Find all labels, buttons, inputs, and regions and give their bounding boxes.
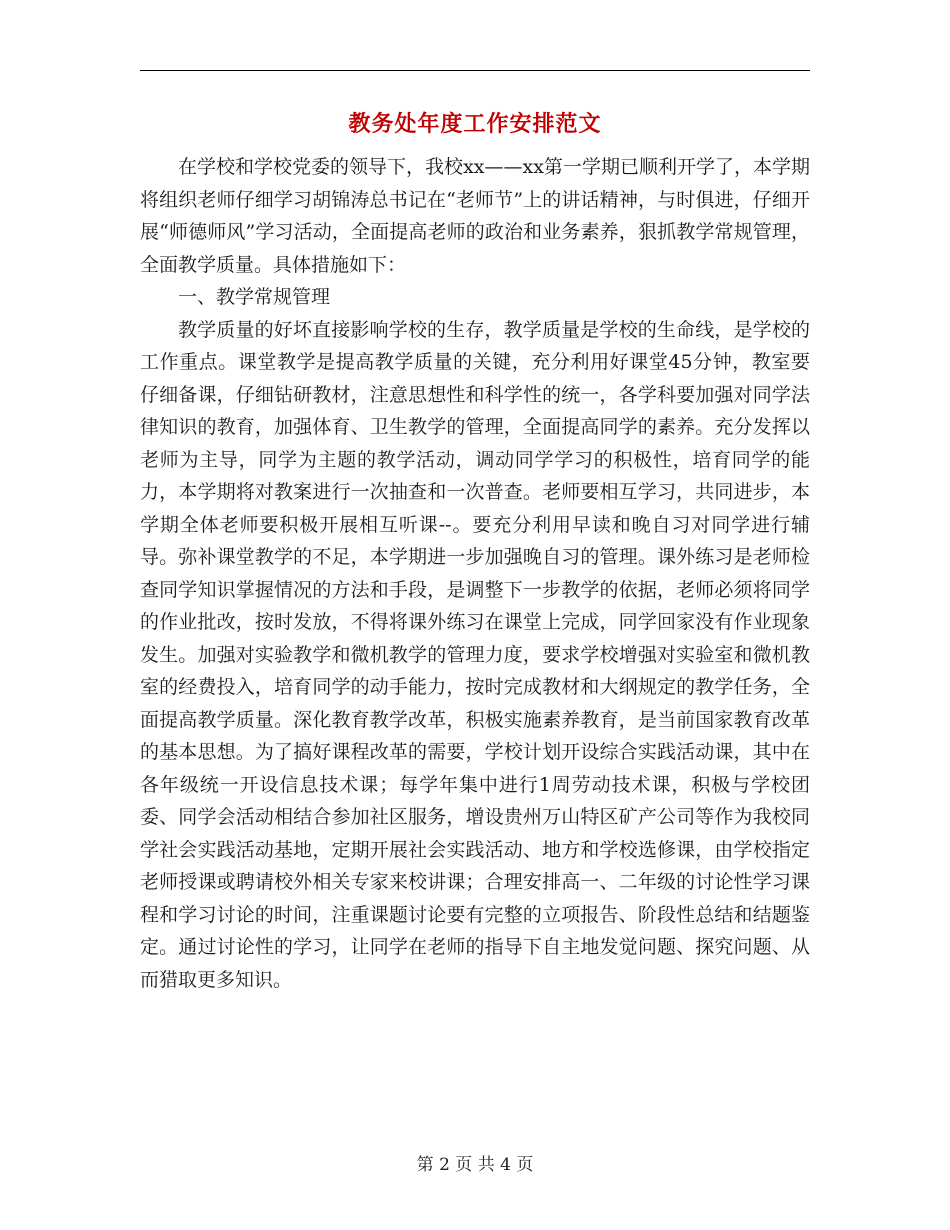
section-heading: 一、教学常规管理 (178, 286, 331, 308)
intro-paragraph: 在学校和学校党委的领导下，我校xx——xx第一学期已顺利开学了，本学期将组织老师仔细学习胡锦涛总书记在“老师节”上的讲话精神，与时俱进，仔细开展“师德师风”学习活动，全面提高老师的政治和业务素养，狠抓教学常规管理，全面教学质量。具体措施如下： (140, 156, 810, 276)
document-title: 教务处年度工作安排范文 (348, 112, 602, 137)
document-body (140, 151, 810, 996)
header-rule (140, 70, 810, 71)
body-paragraph: 教学质量的好坏直接影响学校的生存，教学质量是学校的生命线，是学校的工作重点。课堂教学是提高教学质量的关键，充分利用好课堂45分钟，教室要仔细备课，仔细钻研教材，注意思想性和科学性的统一，各学科要加强对同学法律知识的教育，加强体育、卫生教学的管理，全面提高同学的素养。充分发挥以老师为主导，同学为主题的教学活动，调动同学学习的积极性，培育同学的能力，本学期将对教案进行一次抽查和一次普查。老师要相互学习，共同进步，本学期全体老师要积极开展相互听课--。要充分利用早读和晚自习对同学进行辅导。弥补课堂教学的不足，本学期进一步加强晚自习的管理。课外练习是老师检查同学知识掌握情况的方法和手段，是调整下一步教学的依据，老师必须将同学的作业批改，按时发放，不得将课外练习在课堂上完成，同学回家没有作业现象发生。加强对实验教学和微机教学的管理力度，要求学校增强对实验室和微机教室的经费投入，培育同学的动手能力，按时完成教材和大纲规定的教学任务，全面提高教学质量。深化教育教学改革，积极实施素养教育，是当前国家教育改革的基本思想。为了搞好课程改革的需要，学校计划开设综合实践活动课，其中在各年级统一开设信息技术课；每学年集中进行1周劳动技术课，积极与学校团委、同学会活动相结合参加社区服务，增设贵州万山特区矿产公司等作为我校同学社会实践活动基地，定期开展社会实践活动、地方和学校选修课，由学校指定老师授课或聘请校外相关专家来校讲课；合理安排高一、二年级的讨论性学习课程和学习讨论的时间，注重课题讨论要有完整的立项报告、阶段性总结和结题鉴定。通过讨论性的学习，让同学在老师的指导下自主地发觉问题、探究问题、从而猎取更多知识。 (140, 318, 810, 991)
page-number: 第 2 页 共 4 页 (416, 1155, 534, 1175)
